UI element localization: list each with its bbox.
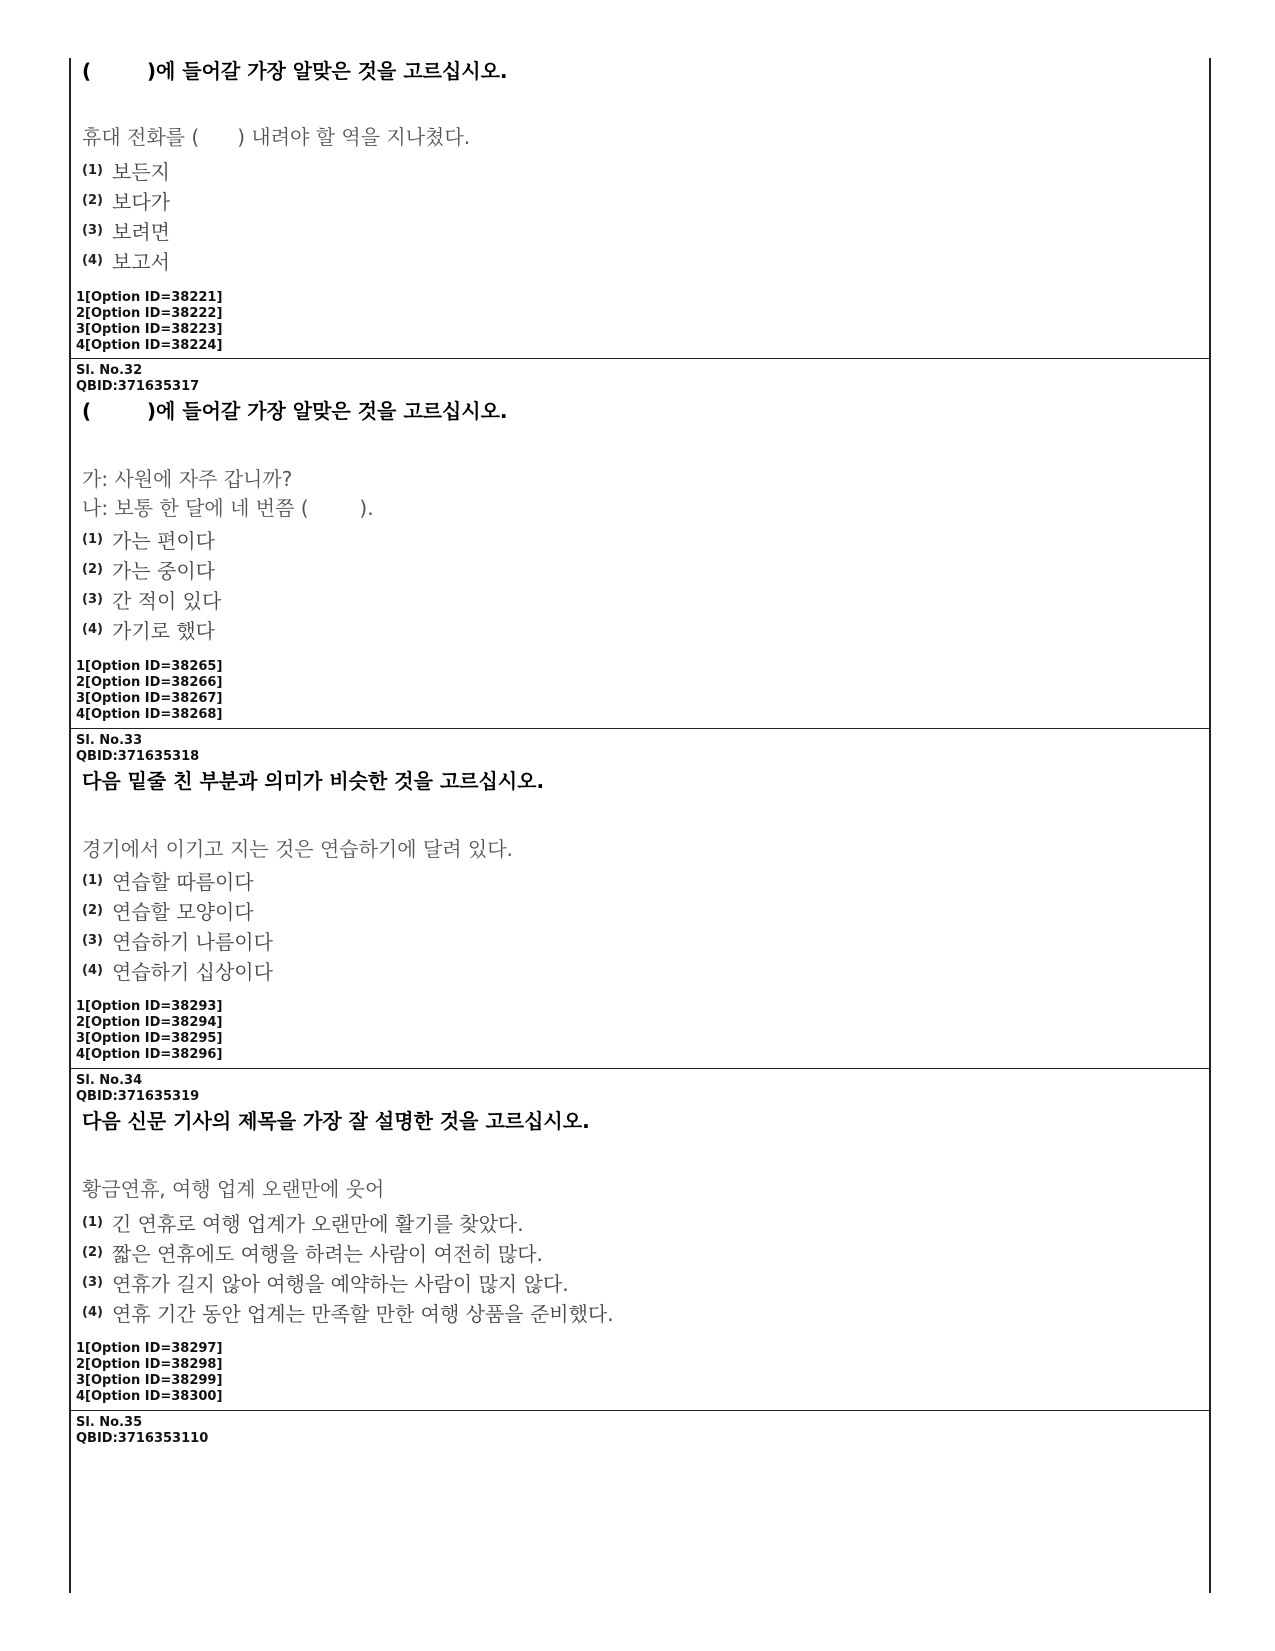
option-text: 가는 중이다	[112, 559, 215, 583]
question-block-33	[71, 728, 1209, 1068]
option-number: (1)	[82, 873, 103, 888]
qbid: QBID:371635319	[76, 1089, 200, 1104]
dialogue-line-1: 가: 사원에 자주 갑니까?	[82, 467, 293, 491]
option-number: (1)	[82, 532, 103, 547]
option-number: (4)	[82, 253, 103, 268]
option-text: 보든지	[112, 160, 170, 184]
option-number: (4)	[82, 963, 103, 978]
option-number: (2)	[82, 193, 103, 208]
option-number: (1)	[82, 163, 103, 178]
option-text: 연습하기 나름이다	[112, 930, 273, 954]
option-number: (3)	[82, 1275, 103, 1290]
question-block-35	[71, 1410, 1209, 1593]
option-id-list	[76, 290, 222, 354]
serial-number: Sl. No.32	[76, 363, 143, 378]
option-id-list	[76, 659, 222, 723]
question-block-32	[71, 358, 1209, 728]
option-2[interactable]	[82, 186, 170, 212]
option-2[interactable]	[82, 555, 215, 581]
serial-number: Sl. No.33	[76, 733, 143, 748]
option-1[interactable]	[82, 525, 215, 551]
option-text: 연휴가 길지 않아 여행을 예약하는 사람이 많지 않다.	[112, 1272, 569, 1296]
option-2[interactable]	[82, 896, 254, 922]
option-number: (3)	[82, 933, 103, 948]
question-prompt: ( )에 들어갈 가장 알맞은 것을 고르십시오.	[82, 399, 508, 423]
option-1[interactable]	[82, 156, 170, 182]
option-text: 긴 연휴로 여행 업계가 오랜만에 활기를 찾았다.	[112, 1212, 524, 1236]
option-id: 4[Option ID=38224]	[76, 338, 223, 353]
question-sentence: 경기에서 이기고 지는 것은 연습하기에 달려 있다.	[82, 837, 513, 861]
question-block-31	[71, 58, 1209, 358]
option-id: 1[Option ID=38265]	[76, 659, 223, 674]
option-id: 3[Option ID=38223]	[76, 322, 223, 337]
question-prompt: ( )에 들어갈 가장 알맞은 것을 고르십시오.	[82, 59, 508, 83]
option-3[interactable]	[82, 585, 221, 611]
serial-number: Sl. No.35	[76, 1415, 143, 1430]
question-prompt: 다음 신문 기사의 제목을 가장 잘 설명한 것을 고르십시오.	[82, 1109, 590, 1133]
option-text: 보고서	[112, 250, 170, 274]
question-paper-frame	[69, 58, 1211, 1593]
option-number: (2)	[82, 562, 103, 577]
option-id: 4[Option ID=38300]	[76, 1389, 223, 1404]
option-id: 4[Option ID=38268]	[76, 707, 223, 722]
serial-number: Sl. No.34	[76, 1073, 143, 1088]
option-text: 연습할 모양이다	[112, 900, 254, 924]
option-id: 3[Option ID=38295]	[76, 1031, 223, 1046]
option-id: 2[Option ID=38266]	[76, 675, 223, 690]
option-id: 1[Option ID=38293]	[76, 999, 223, 1014]
option-4[interactable]	[82, 246, 170, 272]
option-id: 1[Option ID=38297]	[76, 1341, 223, 1356]
option-4[interactable]	[82, 615, 215, 641]
option-number: (1)	[82, 1215, 103, 1230]
qbid: QBID:371635317	[76, 379, 200, 394]
option-text: 보다가	[112, 190, 170, 214]
option-3[interactable]	[82, 926, 273, 952]
option-number: (3)	[82, 592, 103, 607]
option-number: (2)	[82, 1245, 103, 1260]
option-text: 간 적이 있다	[112, 589, 222, 613]
question-block-34	[71, 1068, 1209, 1410]
option-number: (4)	[82, 622, 103, 637]
headline-text: 황금연휴, 여행 업계 오랜만에 웃어	[82, 1177, 385, 1201]
option-3[interactable]	[82, 1268, 569, 1294]
option-text: 보려면	[112, 220, 170, 244]
option-id-list	[76, 999, 222, 1063]
option-text: 연습하기 십상이다	[112, 960, 273, 984]
question-prompt: 다음 밑줄 친 부분과 의미가 비슷한 것을 고르십시오.	[82, 769, 545, 793]
option-text: 가기로 했다	[112, 619, 215, 643]
option-id: 2[Option ID=38222]	[76, 306, 223, 321]
option-text: 가는 편이다	[112, 529, 215, 553]
option-4[interactable]	[82, 1298, 614, 1324]
option-1[interactable]	[82, 866, 254, 892]
qbid: QBID:3716353110	[76, 1431, 209, 1446]
option-id: 2[Option ID=38294]	[76, 1015, 223, 1030]
option-1[interactable]	[82, 1208, 524, 1234]
option-id: 3[Option ID=38299]	[76, 1373, 223, 1388]
option-number: (3)	[82, 223, 103, 238]
question-sentence: 휴대 전화를 ( ) 내려야 할 역을 지나쳤다.	[82, 125, 471, 149]
option-id-list	[76, 1341, 222, 1405]
option-2[interactable]	[82, 1238, 543, 1264]
option-4[interactable]	[82, 956, 273, 982]
option-text: 연휴 기간 동안 업계는 만족할 만한 여행 상품을 준비했다.	[112, 1302, 614, 1326]
option-text: 연습할 따름이다	[112, 870, 254, 894]
option-3[interactable]	[82, 216, 170, 242]
dialogue-line-2: 나: 보통 한 달에 네 번쯤 ( ).	[82, 496, 374, 520]
option-text: 짧은 연휴에도 여행을 하려는 사람이 여전히 많다.	[112, 1242, 543, 1266]
option-number: (2)	[82, 903, 103, 918]
option-id: 1[Option ID=38221]	[76, 290, 223, 305]
option-id: 3[Option ID=38267]	[76, 691, 223, 706]
option-id: 2[Option ID=38298]	[76, 1357, 223, 1372]
option-number: (4)	[82, 1305, 103, 1320]
option-id: 4[Option ID=38296]	[76, 1047, 223, 1062]
qbid: QBID:371635318	[76, 749, 200, 764]
